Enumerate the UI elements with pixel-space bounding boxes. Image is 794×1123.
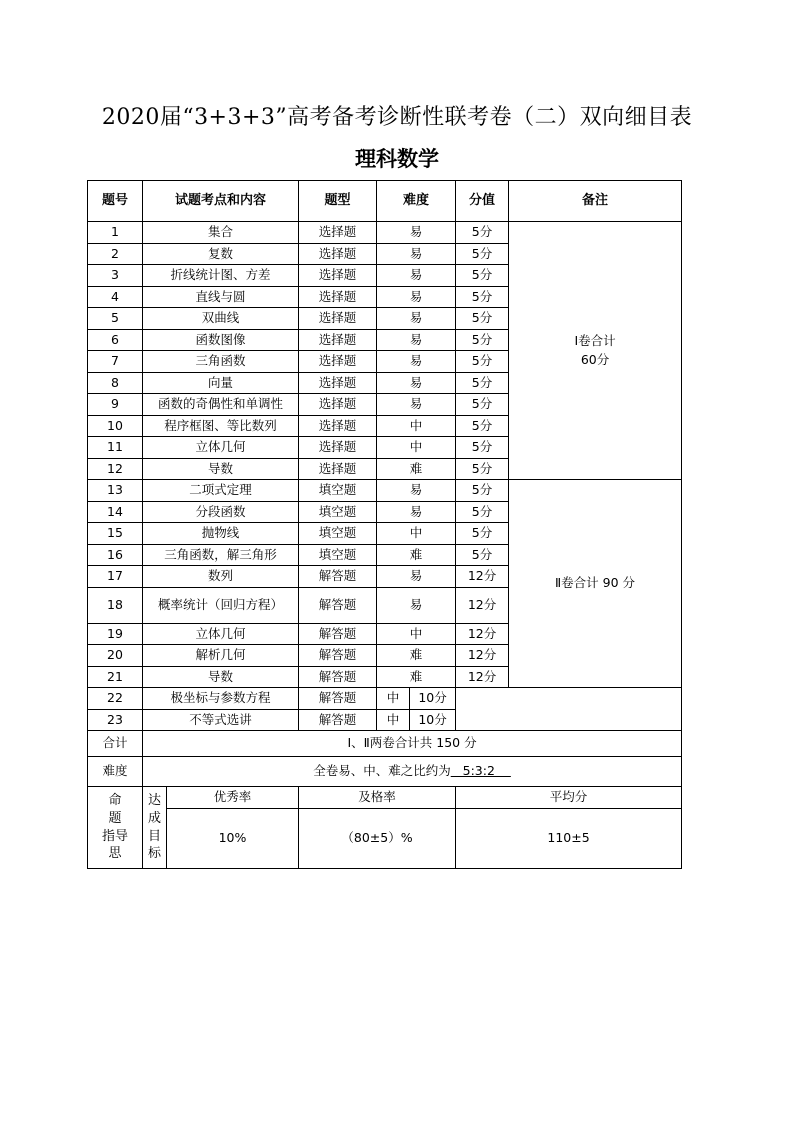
question-topic: 复数 — [143, 243, 299, 265]
question-difficulty: 中 — [377, 437, 456, 459]
question-number: 3 — [88, 265, 143, 287]
question-type: 选择题 — [299, 372, 377, 394]
header-no: 题号 — [88, 181, 143, 222]
question-topic: 数列 — [143, 566, 299, 588]
question-topic: 向量 — [143, 372, 299, 394]
question-difficulty: 易 — [377, 394, 456, 416]
question-topic: 导数 — [143, 458, 299, 480]
question-type: 解答题 — [299, 688, 377, 710]
goal-label-char: 达 — [147, 793, 161, 809]
question-type: 解答题 — [299, 645, 377, 667]
question-type: 选择题 — [299, 394, 377, 416]
note-part2-total: Ⅱ卷合计 90 分 — [509, 480, 682, 688]
goal-header-excellent: 优秀率 — [167, 787, 299, 809]
total-row — [88, 731, 682, 757]
question-topic: 双曲线 — [143, 308, 299, 330]
question-type: 选择题 — [299, 351, 377, 373]
question-difficulty: 中 — [377, 415, 456, 437]
question-number: 15 — [88, 523, 143, 545]
question-difficulty: 中 — [377, 709, 410, 731]
question-type: 选择题 — [299, 286, 377, 308]
question-difficulty: 易 — [377, 351, 456, 373]
question-type: 选择题 — [299, 415, 377, 437]
question-number: 17 — [88, 566, 143, 588]
note-part1-label: Ⅰ卷合计 — [574, 332, 616, 348]
question-type: 选择题 — [299, 243, 377, 265]
question-type: 解答题 — [299, 666, 377, 688]
question-score: 5分 — [456, 222, 509, 244]
difficulty-row — [88, 757, 682, 787]
header-score: 分值 — [456, 181, 509, 222]
question-difficulty: 中 — [377, 688, 410, 710]
question-score: 5分 — [456, 501, 509, 523]
question-topic: 不等式选讲 — [143, 709, 299, 731]
question-topic: 解析几何 — [143, 645, 299, 667]
table-header-row — [88, 181, 682, 222]
document-title: 2020届“3+3+3”高考备考诊断性联考卷（二）双向细目表 — [101, 105, 693, 130]
total-value: Ⅰ、Ⅱ两卷合计共 150 分 — [143, 731, 682, 757]
question-topic: 函数的奇偶性和单调性 — [143, 394, 299, 416]
question-difficulty: 中 — [377, 523, 456, 545]
question-score: 5分 — [456, 458, 509, 480]
question-score: 12分 — [456, 623, 509, 645]
question-number: 23 — [88, 709, 143, 731]
question-score: 5分 — [456, 394, 509, 416]
question-type: 选择题 — [299, 437, 377, 459]
question-topic: 导数 — [143, 666, 299, 688]
question-score: 5分 — [456, 329, 509, 351]
guide-label — [88, 787, 143, 869]
question-type: 选择题 — [299, 329, 377, 351]
question-difficulty: 易 — [377, 587, 456, 623]
question-score: 5分 — [456, 437, 509, 459]
question-score: 5分 — [456, 243, 509, 265]
goal-header-average: 平均分 — [456, 787, 682, 809]
question-topic: 极坐标与参数方程 — [143, 688, 299, 710]
total-label: 合计 — [88, 731, 143, 757]
table-row — [88, 480, 682, 502]
note-part1-total — [509, 222, 682, 480]
question-number: 12 — [88, 458, 143, 480]
question-type: 选择题 — [299, 265, 377, 287]
question-score: 12分 — [456, 587, 509, 623]
question-number: 9 — [88, 394, 143, 416]
question-difficulty: 易 — [377, 286, 456, 308]
question-type: 选择题 — [299, 458, 377, 480]
goal-header-row — [88, 787, 682, 809]
question-score: 5分 — [456, 544, 509, 566]
question-type: 选择题 — [299, 222, 377, 244]
question-number: 21 — [88, 666, 143, 688]
question-difficulty: 易 — [377, 329, 456, 351]
goal-value-excellent: 10% — [167, 809, 299, 869]
question-type: 填空题 — [299, 544, 377, 566]
goal-value-pass: （80±5）% — [299, 809, 456, 869]
question-difficulty: 难 — [377, 544, 456, 566]
header-difficulty: 难度 — [377, 181, 456, 222]
question-number: 6 — [88, 329, 143, 351]
question-difficulty: 易 — [377, 480, 456, 502]
question-topic: 集合 — [143, 222, 299, 244]
question-type: 填空题 — [299, 480, 377, 502]
goal-value-average: 110±5 — [456, 809, 682, 869]
question-number: 7 — [88, 351, 143, 373]
question-difficulty: 难 — [377, 666, 456, 688]
question-difficulty: 中 — [377, 623, 456, 645]
question-difficulty: 易 — [377, 308, 456, 330]
question-topic: 分段函数 — [143, 501, 299, 523]
question-score: 5分 — [456, 351, 509, 373]
question-topic: 折线统计图、方差 — [143, 265, 299, 287]
goal-label — [143, 787, 167, 869]
spec-table — [87, 180, 682, 869]
question-score: 5分 — [456, 523, 509, 545]
question-type: 填空题 — [299, 523, 377, 545]
question-score: 10分 — [410, 709, 456, 731]
question-number: 16 — [88, 544, 143, 566]
question-topic: 二项式定理 — [143, 480, 299, 502]
difficulty-ratio-cell — [143, 757, 682, 787]
question-score: 10分 — [410, 688, 456, 710]
header-topic: 试题考点和内容 — [143, 181, 299, 222]
question-type: 填空题 — [299, 501, 377, 523]
question-number: 19 — [88, 623, 143, 645]
difficulty-label: 难度 — [88, 757, 143, 787]
question-topic: 函数图像 — [143, 329, 299, 351]
question-type: 解答题 — [299, 566, 377, 588]
guide-label-char: 指导 — [101, 828, 128, 844]
question-difficulty: 难 — [377, 645, 456, 667]
question-difficulty: 易 — [377, 501, 456, 523]
difficulty-ratio-prefix: 全卷易、中、难之比约为 — [313, 763, 451, 779]
question-score: 12分 — [456, 666, 509, 688]
question-number: 5 — [88, 308, 143, 330]
question-number: 4 — [88, 286, 143, 308]
question-difficulty: 易 — [377, 372, 456, 394]
question-topic: 立体几何 — [143, 437, 299, 459]
question-difficulty: 难 — [377, 458, 456, 480]
question-score: 5分 — [456, 480, 509, 502]
table-row — [88, 222, 682, 244]
goal-header-pass: 及格率 — [299, 787, 456, 809]
question-type: 解答题 — [299, 623, 377, 645]
goal-label-char: 成 — [147, 810, 161, 826]
difficulty-ratio-value: 5:3:2 — [450, 763, 511, 779]
question-topic: 直线与圆 — [143, 286, 299, 308]
header-type: 题型 — [299, 181, 377, 222]
goal-label-char: 标 — [147, 846, 161, 862]
question-number: 8 — [88, 372, 143, 394]
guide-label-char: 思 — [108, 846, 122, 862]
table-row — [88, 688, 682, 710]
question-number: 20 — [88, 645, 143, 667]
question-number: 1 — [88, 222, 143, 244]
note-part1-score: 60分 — [580, 351, 610, 367]
question-number: 11 — [88, 437, 143, 459]
question-score: 5分 — [456, 265, 509, 287]
question-number: 18 — [88, 587, 143, 623]
question-number: 13 — [88, 480, 143, 502]
guide-label-char: 题 — [108, 810, 122, 826]
question-topic: 抛物线 — [143, 523, 299, 545]
goal-label-char: 目 — [147, 828, 161, 844]
guide-label-char: 命 — [108, 793, 122, 809]
question-difficulty: 易 — [377, 566, 456, 588]
question-difficulty: 易 — [377, 265, 456, 287]
question-difficulty: 易 — [377, 222, 456, 244]
question-topic: 程序框图、等比数列 — [143, 415, 299, 437]
question-number: 22 — [88, 688, 143, 710]
question-number: 10 — [88, 415, 143, 437]
question-score: 5分 — [456, 308, 509, 330]
document-subtitle: 理科数学 — [355, 146, 439, 171]
question-score: 12分 — [456, 645, 509, 667]
question-difficulty: 易 — [377, 243, 456, 265]
goal-value-row — [88, 809, 682, 869]
question-type: 解答题 — [299, 709, 377, 731]
question-score: 12分 — [456, 566, 509, 588]
header-note: 备注 — [509, 181, 682, 222]
question-topic: 立体几何 — [143, 623, 299, 645]
question-topic: 三角函数，解三角形 — [143, 544, 299, 566]
question-type: 选择题 — [299, 308, 377, 330]
question-topic: 概率统计（回归方程） — [143, 587, 299, 623]
question-score: 5分 — [456, 286, 509, 308]
question-score: 5分 — [456, 372, 509, 394]
question-number: 2 — [88, 243, 143, 265]
blank-cell — [456, 688, 682, 731]
question-number: 14 — [88, 501, 143, 523]
question-topic: 三角函数 — [143, 351, 299, 373]
question-type: 解答题 — [299, 587, 377, 623]
question-score: 5分 — [456, 415, 509, 437]
